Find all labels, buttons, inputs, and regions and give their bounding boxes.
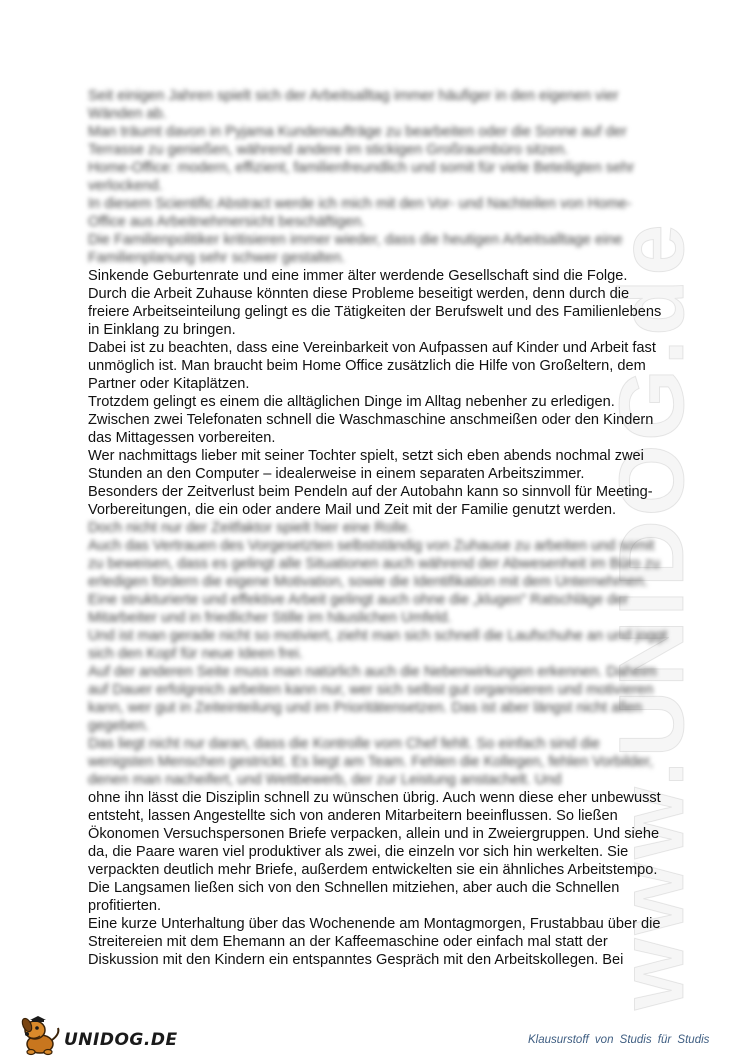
paragraph: Sinkende Geburtenrate und eine immer älter werdende Gesellschaft sind die Folge. Durch die Arbeit Zuhause könnten diese Probleme beseitigt werden, denn durch die freiere Arbeitseinteilung gelingt es die Tätigkeiten der Berufswelt und des Familienlebens in Einklang zu bringen. — [88, 268, 662, 338]
watermark: www.UNIDOG.de — [601, 220, 703, 1010]
document-body — [88, 87, 668, 969]
paragraph: Eine kurze Unterhaltung über das Wochenende am Montagmorgen, Frustabbau über die Streitereien mit dem Ehemann an der Kaffeemaschine oder einfach mal statt der Diskussion mit den Kindern ein entspanntes Gespräch mit den Arbeitskollegen. Bei — [88, 916, 661, 968]
paragraph: Man träumt davon in Pyjama Kundenaufträge zu bearbeiten oder die Sonne auf der Terrasse zu genießen, während andere im stickigen Großraumbüro sitzen. — [88, 124, 627, 158]
paragraph: ohne ihn lässt die Disziplin schnell zu wünschen übrig. Auch wenn diese eher unbewusst entsteht, lassen Angestellte sich von anderen Mitarbeitern beeinflussen. So ließen Ökonomen Versuchspersonen Briefe verpacken, allein und in Zweiergruppen. Und siehe da, die Paare waren viel produktiver als zwei, die einzeln vor sich hin werkelten. Sie verpackten deutlich mehr Briefe, außerdem entwickelten sie ein ähnliches Arbeitstempo. Die Langsamen ließen sich von den Schnellen mitziehen, aber auch die Schnellen profitierten. — [88, 790, 661, 914]
paragraph: Und ist man gerade nicht so motiviert, zieht man sich schnell die Laufschuhe an und joggt sich den Kopf für neue Ideen frei. — [88, 628, 668, 662]
unidog-logo[interactable] — [18, 1016, 178, 1056]
paragraph: Wer nachmittags lieber mit seiner Tochter spielt, setzt sich eben abends nochmal zwei Stunden an den Computer – idealerweise in einem separaten Arbeitszimmer. — [88, 448, 644, 482]
dog-mascot-icon — [18, 1016, 62, 1056]
paragraph: Doch nicht nur der Zeitfaktor spielt hier eine Rolle. — [88, 520, 412, 536]
paragraph: Trotzdem gelingt es einem die alltäglichen Dinge im Alltag nebenher zu erledigen. Zwischen zwei Telefonaten schnell die Waschmaschine anschmeißen oder den Kindern das Mittagessen vorbereiten. — [88, 394, 654, 446]
logo-text: UNIDOG.DE — [64, 1030, 178, 1050]
paragraph: In diesem Scientific Abstract werde ich mich mit den Vor- und Nachteilen von Home-Office aus Arbeitnehmersicht beschäftigen. — [88, 196, 632, 230]
paragraph: Die Familienpolitiker kritisieren immer wieder, dass die heutigen Arbeitsalltage eine Familienplanung sehr schwer gestalten. — [88, 232, 623, 266]
footer-slogan: Klausurstoff von Studis für Studis — [528, 1034, 710, 1046]
paragraph: Eine strukturierte und effektive Arbeit gelingt auch ohne die „klugen" Ratschläge der Mitarbeiter und in friedlicher Stille im häuslichen Umfeld. — [88, 592, 629, 626]
paragraph: Besonders der Zeitverlust beim Pendeln auf der Autobahn kann so sinnvoll für Meeting-Vorbereitungen, die ein oder andere Mail und Zeit mit der Familie genutzt werden. — [88, 484, 653, 518]
paragraph: Dabei ist zu beachten, dass eine Vereinbarkeit von Aufpassen auf Kinder und Arbeit fast unmöglich ist. Man braucht beim Home Office zusätzlich die Hilfe von Großeltern, dem Partner oder Kitaplätzen. — [88, 340, 656, 392]
paragraph: Home-Office: modern, effizient, familienfreundlich und somit für viele Beteiligten sehr verlockend. — [88, 160, 635, 194]
paragraph: Seit einigen Jahren spielt sich der Arbeitsalltag immer häufiger in den eigenen vier Wänden ab. — [88, 88, 619, 122]
paragraph: Auch das Vertrauen des Vorgesetzten selbstständig von Zuhause zu arbeiten und somit zu beweisen, dass es gelingt alle Situationen auch während der Abwesenheit im Büro zu erledigen fördern die eigene Motivation, sowie die Identifikation mit dem Unternehmen. — [88, 538, 660, 590]
paragraph: Auf der anderen Seite muss man natürlich auch die Nebenwirkungen erkennen. Daheim auf Dauer erfolgreich arbeiten kann nur, wer sich selbst gut organisieren und motivieren kann, wer gut in Zeiteinteilung und im Prioritätensetzen. Das ist aber längst nicht allen gegeben. — [88, 664, 657, 734]
paragraph: Das liegt nicht nur daran, dass die Kontrolle vom Chef fehlt. So einfach sind die wenigsten Menschen gestrickt. Es liegt am Team. Fehlen die Kollegen, fehlen Vorbilder, denen man nacheifert, und Wettbewerb, der zur Leistung anstachelt. Und — [88, 736, 654, 788]
